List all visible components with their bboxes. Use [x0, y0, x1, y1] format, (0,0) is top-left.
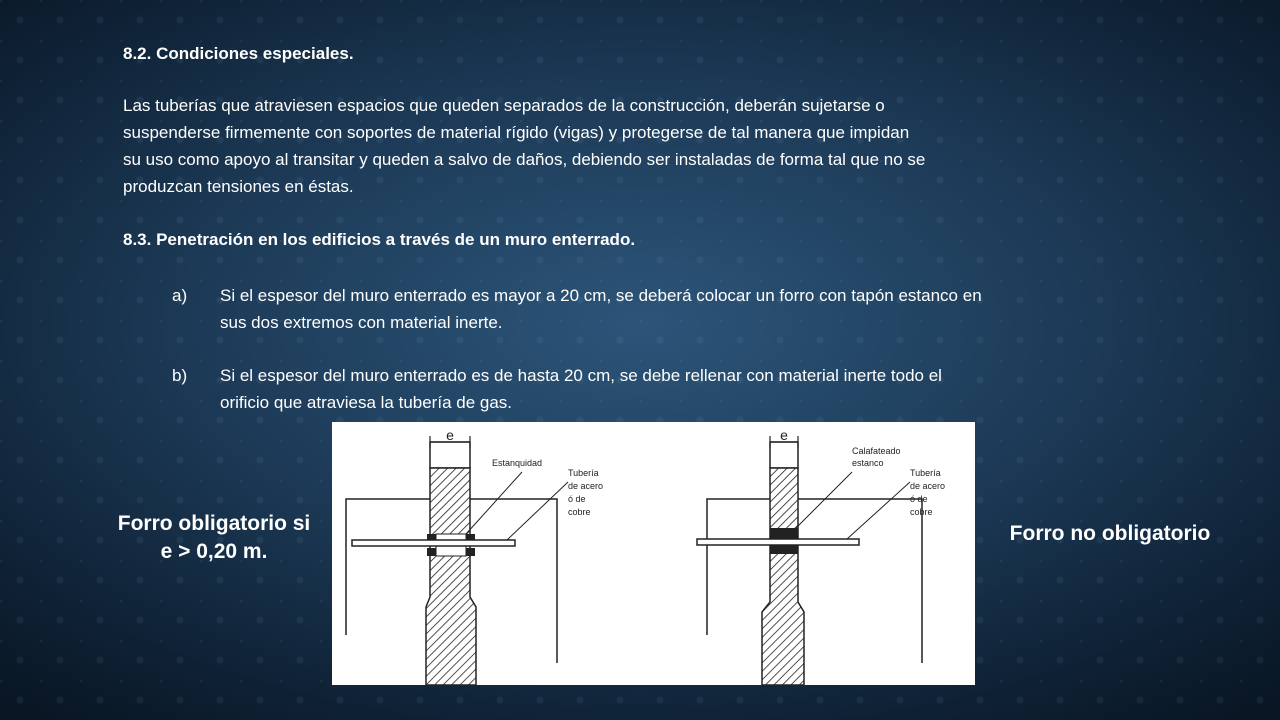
svg-text:de acero: de acero: [568, 481, 604, 491]
list-item-line: orificio que atraviesa la tubería de gas.: [220, 393, 513, 412]
svg-text:estanco: estanco: [852, 458, 884, 468]
svg-text:cobre: cobre: [568, 507, 591, 517]
left-pipe-label: [568, 468, 603, 517]
caption-right: Forro no obligatorio: [1009, 522, 1211, 545]
caption-line: e > 0,20 m.: [160, 540, 268, 563]
caption-left: [85, 510, 343, 566]
list-item-line: sus dos extremos con material inerte.: [220, 313, 503, 332]
right-pipe-label: [910, 468, 945, 517]
paragraph-line: produzcan tensiones en éstas.: [123, 177, 354, 196]
section-heading-8-2: 8.2. Condiciones especiales.: [123, 44, 354, 63]
left-pipe: [352, 540, 515, 546]
paragraph-line: su uso como apoyo al transitar y queden a salvo de daños, debiendo ser instaladas de forma tal que no se: [123, 150, 926, 169]
paragraph-line: suspenderse firmemente con soportes de material rígido (vigas) y protegerse de tal manera que impidan: [123, 123, 910, 142]
list-item-text: [220, 282, 982, 336]
right-pipe: [697, 539, 859, 545]
left-ground-line: [346, 499, 430, 635]
right-ground-line: [707, 499, 770, 635]
left-wall-hatched: [426, 468, 476, 685]
left-dimension-label: e: [446, 427, 454, 443]
svg-text:ó de: ó de: [910, 494, 928, 504]
right-seal-label: [852, 446, 901, 468]
paragraph-line: Las tuberías que atraviesen espacios que queden separados de la construcción, deberán sujetarse o: [123, 96, 885, 115]
left-wall-top-blank: [430, 442, 470, 468]
right-ground-line-right: [798, 499, 922, 663]
svg-text:Tubería: Tubería: [910, 468, 941, 478]
right-wall-detail: [697, 427, 945, 685]
list-item-line: Si el espesor del muro enterrado es mayor a 20 cm, se deberá colocar un forro con tapón estanco en: [220, 286, 982, 305]
svg-text:ó de: ó de: [568, 494, 586, 504]
section-8-2-paragraph: [123, 92, 1136, 200]
section-heading-8-3: 8.3. Penetración en los edificios a través de un muro enterrado.: [123, 230, 636, 249]
diagram-svg: [332, 422, 975, 685]
list-item-label: a): [172, 286, 188, 305]
right-dimension-label: e: [780, 427, 788, 443]
svg-text:de acero: de acero: [910, 481, 946, 491]
wall-penetration-diagram: [332, 422, 975, 685]
svg-text:Calafateado: Calafateado: [852, 446, 901, 456]
left-seal-label: Estanquidad: [492, 458, 543, 468]
svg-text:cobre: cobre: [910, 507, 933, 517]
list-item-label: b): [172, 366, 188, 385]
left-ground-line-right: [470, 499, 557, 663]
left-wall-detail: [346, 427, 603, 685]
list-item-line: Si el espesor del muro enterrado es de hasta 20 cm, se debe rellenar con material inerte todo el: [220, 366, 942, 385]
svg-text:Tubería: Tubería: [568, 468, 599, 478]
right-wall-hatched: [762, 468, 804, 685]
caption-line: Forro obligatorio si: [117, 512, 311, 535]
list-item-text: [220, 362, 942, 416]
right-wall-top-blank: [770, 442, 798, 468]
